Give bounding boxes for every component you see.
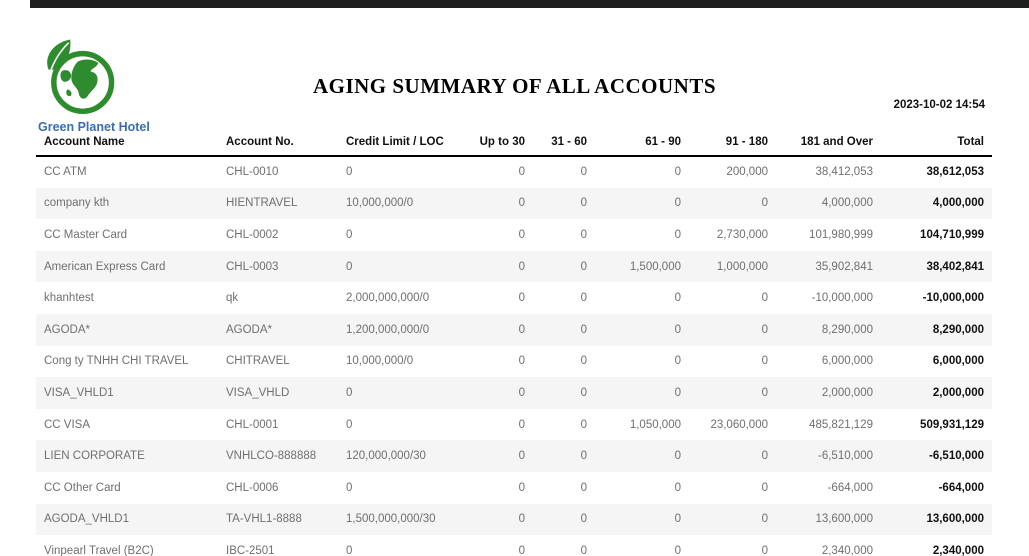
table-row <box>36 440 992 472</box>
account-name-cell: LIEN CORPORATE <box>44 450 145 463</box>
days-91-180-cell: 200,000 <box>726 166 768 179</box>
total-cell: 6,000,000 <box>932 355 984 368</box>
table-row <box>36 251 992 283</box>
account-name-cell: CC Other Card <box>44 481 121 494</box>
up-to-30-cell: 0 <box>518 386 525 399</box>
account-no-cell: qk <box>226 292 239 305</box>
account-no-cell: AGODA* <box>226 323 273 336</box>
account-name-cell: AGODA* <box>44 323 91 336</box>
days-181-over-cell: 4,000,000 <box>821 197 873 210</box>
total-cell: 2,000,000 <box>932 386 984 399</box>
days-181-over-cell: -6,510,000 <box>818 450 873 463</box>
total-cell: 509,931,129 <box>920 418 984 431</box>
column-header-31-60: 31 - 60 <box>533 136 595 156</box>
days-61-90-cell: 1,500,000 <box>629 260 681 273</box>
days-31-60-cell: 0 <box>580 544 587 556</box>
days-181-over-cell: 101,980,999 <box>809 228 873 241</box>
total-cell: -664,000 <box>938 481 984 494</box>
days-31-60-cell: 0 <box>580 355 587 368</box>
days-91-180-cell: 1,000,000 <box>716 260 768 273</box>
days-181-over-cell: 35,902,841 <box>815 260 873 273</box>
account-name-cell: CC VISA <box>44 418 91 431</box>
table-row <box>36 188 992 220</box>
account-no-cell: HIENTRAVEL <box>226 197 298 210</box>
days-61-90-cell: 0 <box>674 481 681 494</box>
days-91-180-cell: 0 <box>761 386 768 399</box>
days-91-180-cell: 0 <box>761 544 768 556</box>
up-to-30-cell: 0 <box>518 292 525 305</box>
credit-limit-cell: 0 <box>346 260 353 273</box>
up-to-30-cell: 0 <box>518 166 525 179</box>
days-181-over-cell: 38,412,053 <box>815 166 873 179</box>
days-61-90-cell: 0 <box>674 323 681 336</box>
total-cell: -6,510,000 <box>929 450 984 463</box>
up-to-30-cell: 0 <box>518 544 525 556</box>
account-no-cell: CHL-0006 <box>226 481 279 494</box>
account-name-cell: CC Master Card <box>44 228 128 241</box>
account-no-cell: IBC-2501 <box>226 544 275 556</box>
top-divider-bar <box>30 0 1029 8</box>
column-header-account-name: Account Name <box>36 136 218 156</box>
days-91-180-cell: 2,730,000 <box>716 228 768 241</box>
column-header-61-90: 61 - 90 <box>595 136 689 156</box>
credit-limit-cell: 0 <box>346 481 353 494</box>
up-to-30-cell: 0 <box>518 513 525 526</box>
column-header-181-and-over: 181 and Over <box>776 136 881 156</box>
days-181-over-cell: -10,000,000 <box>811 292 873 305</box>
table-row <box>36 282 992 314</box>
days-91-180-cell: 0 <box>761 481 768 494</box>
credit-limit-cell: 2,000,000,000/0 <box>346 292 430 305</box>
total-cell: 4,000,000 <box>932 197 984 210</box>
account-name-cell: American Express Card <box>44 260 166 273</box>
up-to-30-cell: 0 <box>518 197 525 210</box>
account-no-cell: TA-VHL1-8888 <box>226 513 302 526</box>
days-61-90-cell: 0 <box>674 228 681 241</box>
credit-limit-cell: 0 <box>346 386 353 399</box>
account-name-cell: CC ATM <box>44 166 87 179</box>
days-61-90-cell: 0 <box>674 292 681 305</box>
days-31-60-cell: 0 <box>580 260 587 273</box>
up-to-30-cell: 0 <box>518 260 525 273</box>
account-no-cell: CHITRAVEL <box>226 355 290 368</box>
credit-limit-cell: 1,200,000,000/0 <box>346 323 430 336</box>
days-91-180-cell: 0 <box>761 292 768 305</box>
credit-limit-cell: 120,000,000/30 <box>346 450 426 463</box>
table-row <box>36 409 992 441</box>
table-row <box>36 535 992 556</box>
days-91-180-cell: 0 <box>761 197 768 210</box>
days-31-60-cell: 0 <box>580 481 587 494</box>
credit-limit-cell: 0 <box>346 418 353 431</box>
account-no-cell: CHL-0001 <box>226 418 279 431</box>
credit-limit-cell: 0 <box>346 544 353 556</box>
days-61-90-cell: 0 <box>674 386 681 399</box>
table-row <box>36 504 992 536</box>
up-to-30-cell: 0 <box>518 355 525 368</box>
table-row <box>36 377 992 409</box>
table-body <box>36 156 992 556</box>
total-cell: 38,612,053 <box>926 166 984 179</box>
total-cell: 2,340,000 <box>932 544 984 556</box>
report-timestamp: 2023-10-02 14:54 <box>893 99 985 111</box>
account-name-cell: VISA_VHLD1 <box>44 386 114 399</box>
days-61-90-cell: 0 <box>674 197 681 210</box>
aging-summary-table <box>36 136 992 556</box>
days-31-60-cell: 0 <box>580 228 587 241</box>
column-header-credit-limit-loc: Credit Limit / LOC <box>338 136 462 156</box>
days-31-60-cell: 0 <box>580 450 587 463</box>
days-31-60-cell: 0 <box>580 197 587 210</box>
up-to-30-cell: 0 <box>518 228 525 241</box>
days-31-60-cell: 0 <box>580 513 587 526</box>
aging-summary-table-container <box>36 136 992 556</box>
total-cell: 104,710,999 <box>920 228 984 241</box>
table-row <box>36 346 992 378</box>
days-181-over-cell: 2,340,000 <box>821 544 873 556</box>
days-61-90-cell: 0 <box>674 355 681 368</box>
up-to-30-cell: 0 <box>518 418 525 431</box>
credit-limit-cell: 0 <box>346 166 353 179</box>
days-91-180-cell: 0 <box>761 450 768 463</box>
up-to-30-cell: 0 <box>518 481 525 494</box>
column-header-up-to-30: Up to 30 <box>462 136 533 156</box>
table-header-row <box>36 136 992 156</box>
account-no-cell: CHL-0003 <box>226 260 279 273</box>
column-header-91-180: 91 - 180 <box>689 136 776 156</box>
table-row <box>36 472 992 504</box>
account-no-cell: VISA_VHLD <box>226 386 290 399</box>
days-91-180-cell: 0 <box>761 355 768 368</box>
days-91-180-cell: 0 <box>761 323 768 336</box>
report-title: AGING SUMMARY OF ALL ACCOUNTS <box>312 74 717 98</box>
column-header-account-no-: Account No. <box>218 136 338 156</box>
days-61-90-cell: 0 <box>674 166 681 179</box>
table-row <box>36 219 992 251</box>
account-name-cell: Vinpearl Travel (B2C) <box>44 544 154 556</box>
days-181-over-cell: 485,821,129 <box>809 418 873 431</box>
days-31-60-cell: 0 <box>580 418 587 431</box>
up-to-30-cell: 0 <box>518 450 525 463</box>
days-61-90-cell: 0 <box>674 544 681 556</box>
account-name-cell: Cong ty TNHH CHI TRAVEL <box>44 355 189 368</box>
days-91-180-cell: 0 <box>761 513 768 526</box>
column-header-total: Total <box>881 136 992 156</box>
days-31-60-cell: 0 <box>580 323 587 336</box>
table-row <box>36 156 992 188</box>
credit-limit-cell: 1,500,000,000/30 <box>346 513 436 526</box>
days-31-60-cell: 0 <box>580 292 587 305</box>
up-to-30-cell: 0 <box>518 323 525 336</box>
days-91-180-cell: 23,060,000 <box>710 418 768 431</box>
table-row <box>36 314 992 346</box>
days-31-60-cell: 0 <box>580 166 587 179</box>
days-61-90-cell: 0 <box>674 450 681 463</box>
total-cell: 8,290,000 <box>932 323 984 336</box>
days-181-over-cell: 2,000,000 <box>821 386 873 399</box>
days-61-90-cell: 1,050,000 <box>629 418 681 431</box>
days-181-over-cell: 8,290,000 <box>821 323 873 336</box>
account-no-cell: CHL-0010 <box>226 166 279 179</box>
hotel-name: Green Planet Hotel <box>38 120 150 134</box>
account-no-cell: CHL-0002 <box>226 228 279 241</box>
account-name-cell: company kth <box>44 197 110 210</box>
days-181-over-cell: 13,600,000 <box>815 513 873 526</box>
days-31-60-cell: 0 <box>580 386 587 399</box>
days-181-over-cell: -664,000 <box>827 481 873 494</box>
credit-limit-cell: 10,000,000/0 <box>346 197 414 210</box>
account-name-cell: khanhtest <box>44 292 94 305</box>
account-name-cell: AGODA_VHLD1 <box>44 513 130 526</box>
credit-limit-cell: 10,000,000/0 <box>346 355 414 368</box>
account-no-cell: VNHLCO-888888 <box>226 450 317 463</box>
total-cell: 38,402,841 <box>926 260 984 273</box>
days-61-90-cell: 0 <box>674 513 681 526</box>
days-181-over-cell: 6,000,000 <box>821 355 873 368</box>
total-cell: -10,000,000 <box>922 292 984 305</box>
credit-limit-cell: 0 <box>346 228 353 241</box>
total-cell: 13,600,000 <box>926 513 984 526</box>
